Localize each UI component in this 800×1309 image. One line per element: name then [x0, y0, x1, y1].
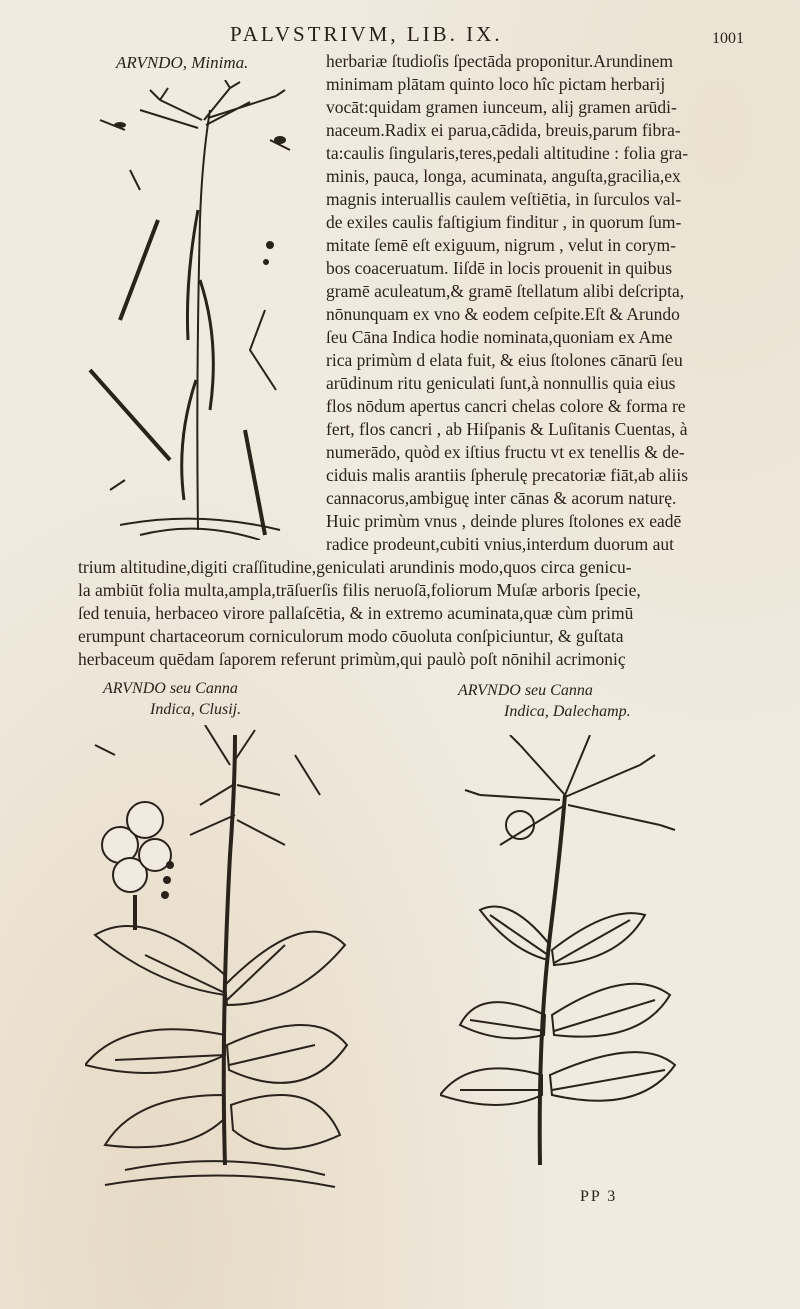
canna-indica-clusii-illustration	[85, 725, 350, 1190]
text-line: mitate ſemē eſt exiguum, nigrum , velut in corym-	[326, 235, 676, 255]
text-line: naceum.Radix ei parua,cādida, breuis,parum fibra-	[326, 120, 681, 140]
text-line: Huic primùm vnus , deinde plures ſtolones ex eadē	[326, 511, 682, 531]
page-number: 1001	[712, 30, 744, 47]
text-line: ciduis malis arantiis ſpherulę precatoriæ fiāt,ab aliis	[326, 465, 689, 485]
signature-mark: PP 3	[580, 1188, 618, 1205]
text-line: de exiles caulis faſtigium finditur , in quorum ſum-	[326, 212, 682, 232]
caption-arundo-dalechamp-line1: ARVNDO seu Canna	[458, 682, 593, 699]
text-line: ta:caulis ſingularis,teres,pedali altitudine : folia gra-	[326, 143, 689, 163]
caption-arundo-minima: ARVNDO, Minima.	[116, 53, 249, 72]
text-line: vocāt:quidam gramen iunceum, alij gramen arūdi-	[326, 97, 677, 117]
text-line: gramē aculeatum,& gramē ſtellatum alibi deſcripta,	[326, 281, 685, 301]
running-head: PALVSTRIVM, LIB. IX.	[230, 22, 503, 46]
caption-arundo-clusii-line2: Indica, Clusij.	[150, 701, 242, 718]
text-line: bos coaceruatum. Iiſdē in locis prouenit in quibus	[326, 258, 673, 278]
text-line: minis, pauca, longa, acuminata, anguſta,gracilia,ex	[326, 166, 681, 186]
text-line: cannacorus,ambiguę inter cānas & acorum naturę.	[326, 488, 677, 508]
text-line: la ambiūt folia multa,ampla,trāſuerſis filis neruoſā,foliorum Muſæ arboris ſpecie,	[78, 580, 641, 600]
text-line: herbariæ ſtudioſis ſpectāda proponitur.Arundinem	[326, 51, 674, 71]
text-line: herbaceum quēdam ſaporem referunt primùm,qui paulò poſt nōnihil acrimoniç	[78, 649, 626, 669]
text-line: minimam plātam quinto loco hîc pictam herbarij	[326, 74, 666, 94]
text-line: magnis interuallis caulem veſtiētia, in ſurculos val-	[326, 189, 682, 209]
text-line: numerādo, quòd ex iſtius fructu vt ex tenellis & de-	[326, 442, 685, 462]
arundo-minima-illustration	[80, 80, 310, 540]
text-line: trium altitudine,digiti craſſitudine,geniculati arundinis modo,quos circa genicu-	[78, 557, 632, 577]
text-line: flos nōdum apertus cancri chelas colore & forma re	[326, 396, 686, 416]
caption-arundo-dalechamp-line2: Indica, Dalechamp.	[504, 703, 631, 720]
text-line: radice prodeunt,cubiti vnius,interdum duorum aut	[326, 534, 674, 554]
text-line: ſed tenuia, herbaceo virore pallaſcētia, & in extremo acuminata,quæ cùm primū	[78, 603, 634, 623]
caption-arundo-clusii-line1: ARVNDO seu Canna	[103, 680, 238, 697]
text-line: ſeu Cāna Indica hodie nominata,quoniam ex Ame	[326, 327, 673, 347]
text-line: rica primùm d elata fuit, & eius ſtolones cānarū ſeu	[326, 350, 683, 370]
canna-indica-dalechamp-illustration	[440, 735, 700, 1165]
text-line: erumpunt chartaceorum corniculorum modo cōuoluta conſpiciuntur, & guſtata	[78, 626, 624, 646]
text-line: nōnunquam ex vno & eodem ceſpite.Eſt & Arundo	[326, 304, 680, 324]
text-line: fert, flos cancri , ab Hiſpanis & Luſitanis Cuentas, à	[326, 419, 688, 439]
text-line: arūdinum ritu geniculati ſunt,à nonnullis quia eius	[326, 373, 676, 393]
